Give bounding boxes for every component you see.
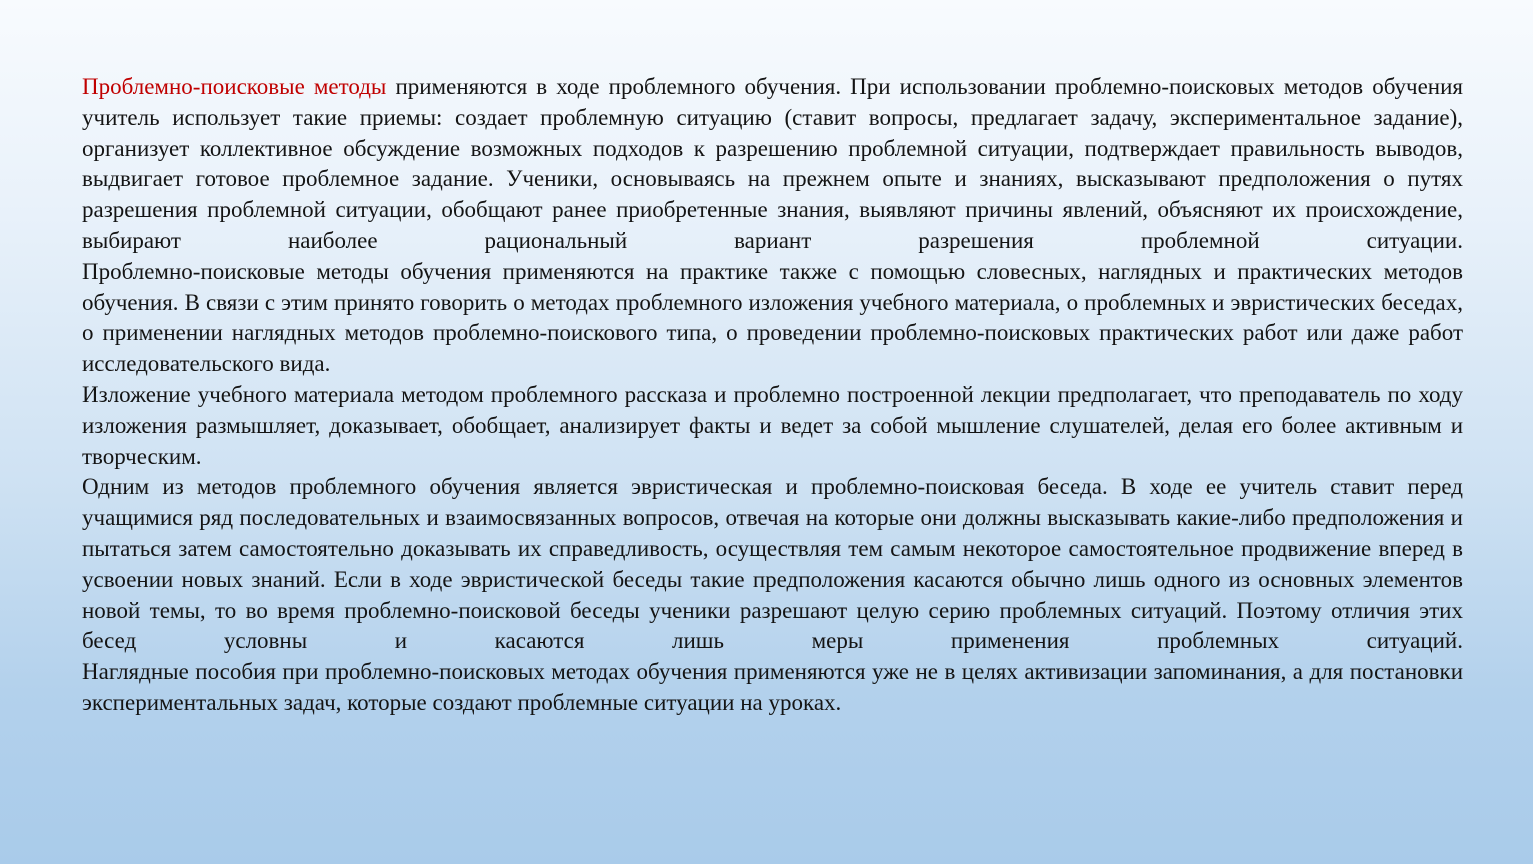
highlighted-term: Проблемно-поисковые методы: [82, 74, 387, 99]
paragraph-1: [82, 72, 1463, 257]
body-text-box: [82, 72, 1463, 719]
paragraph-5: Наглядные пособия при проблемно-поисковых методах обучения применяются уже не в целях активизации запоминания, а для постановки экспериментальных задач, которые создают проблемные ситуации на уроках.: [82, 659, 1463, 715]
paragraph-2: Проблемно-поисковые методы обучения применяются на практике также с помощью словесных, наглядных и практических методов обучения. В связи с этим принято говорить о методах проблемного изложения учебного материала, о проблемных и эвристических беседах, о применении наглядных методов проблемно-поискового типа, о проведении проблемно-поисковых практических работ или даже работ исследовательского вида.: [82, 258, 1463, 377]
paragraph-3: Изложение учебного материала методом проблемного рассказа и проблемно построенной лекции предполагает, что преподаватель по ходу изложения размышляет, доказывает, обобщает, анализирует факты и ведет за собой мышление слушателей, делая его более активным и творческим.: [82, 381, 1463, 469]
paragraph-4: Одним из методов проблемного обучения является эвристическая и проблемно-поисковая беседа. В ходе ее учитель ставит перед учащимися ряд последовательных и взаимосвязанных вопросов, отвечая на которые они должны высказывать какие-либо предположения и пытаться затем самостоятельно доказывать их справедливость, осуществляя тем самым некоторое самостоятельное продвижение вперед в усвоении новых знаний. Если в ходе эвристической беседы такие предположения касаются обычно лишь одного из основных элементов новой темы, то во время проблемно-поисковой беседы ученики разрешают целую серию проблемных ситуаций. Поэтому отличия этих бесед условны и касаются лишь меры применения проблемных ситуаций.: [82, 474, 1463, 654]
paragraph-1-text: применяются в ходе проблемного обучения. При использовании проблемно-поисковых методов обучения учитель использует такие приемы: создает проблемную ситуацию (ставит вопросы, предлагает задачу, экспериментальное задание), организует коллективное обсуждение возможных подходов к разрешению проблемной ситуации, подтверждает правильность выводов, выдвигает готовое проблемное задание. Ученики, основываясь на прежнем опыте и знаниях, высказывают предположения о путях разрешения проблемной ситуации, обобщают ранее приобретенные знания, выявляют причины явлений, объясняют их происхождение, выбирают наиболее рациональный вариант разрешения проблемной ситуации.: [82, 74, 1463, 253]
